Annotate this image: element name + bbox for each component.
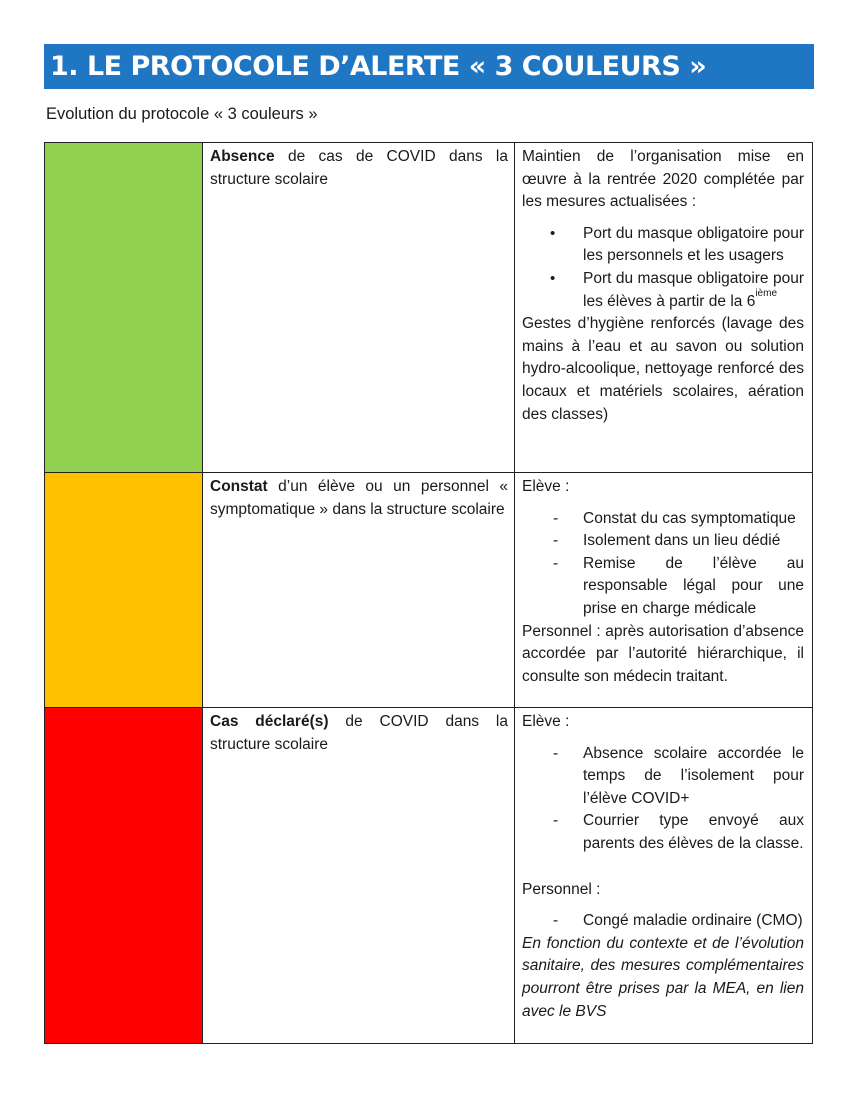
dash-icon: - [553, 912, 559, 930]
measures-outro: Gestes d’hygiène renforcés (lavage des mains à l’eau et au savon ou solution hydro-alcoolique, nettoyage renforcé des locaux et matériels scolaires, aération des classes) [522, 315, 804, 423]
eleve-list [522, 743, 804, 856]
subtitle: Evolution du protocole « 3 couleurs » [46, 105, 318, 123]
personnel-label: Personnel : [522, 880, 601, 898]
condition-keyword: Constat [210, 478, 268, 495]
condition-cell-orange [203, 473, 515, 708]
measures-cell-red [515, 708, 813, 1044]
list-item: - Isolement dans un lieu dédié [522, 530, 804, 553]
list-item: - Courrier type envoyé aux parents des élèves de la classe. [553, 812, 804, 852]
dash-icon: - [553, 509, 559, 527]
measures-intro: Maintien de l’organisation mise en œuvre à la rentrée 2020 complétée par les mesures actualisées : [522, 148, 804, 211]
eleve-list [522, 508, 804, 621]
list-item: - Absence scolaire accordée le temps de l’isolement pour l’élève COVID+ [553, 744, 804, 807]
condition-text: d’un élève ou un personnel « symptomatique » dans la structure scolaire [210, 478, 508, 518]
list-item: • Port du masque obligatoire pour les élèves à partir de la 6ième [550, 269, 804, 310]
protocol-table [44, 142, 813, 1044]
eleve-label: Elève : [522, 478, 570, 495]
table-row-red [45, 708, 813, 1044]
list-item: - Remise de l’élève au responsable légal pour une prise en charge médicale [553, 554, 804, 617]
dash-icon: - [553, 532, 559, 550]
table-row-green [45, 143, 813, 473]
condition-text: de COVID dans la structure scolaire [210, 713, 508, 753]
condition-keyword: Absence [210, 148, 275, 165]
condition-keyword: Cas déclaré(s) [210, 713, 329, 730]
list-item: • Port du masque obligatoire pour les personnels et les usagers [550, 224, 804, 265]
bullet-icon: • [550, 269, 556, 287]
measures-bullets [522, 223, 804, 313]
dash-icon: - [553, 554, 559, 572]
eleve-label: Elève : [522, 713, 570, 730]
list-item: - Congé maladie ordinaire (CMO) [522, 910, 804, 933]
condition-cell-green [203, 143, 515, 473]
complementary-note: En fonction du contexte et de l’évolution sanitaire, des mesures complémentaires pourront être prises par la MEA, en lien avec le BVS [522, 934, 804, 1020]
bullet-icon: • [550, 224, 556, 242]
color-swatch-green [45, 143, 203, 473]
condition-cell-red [203, 708, 515, 1044]
section-title: 1. LE PROTOCOLE D’ALERTE « 3 COULEURS » [44, 44, 814, 89]
color-swatch-red [45, 708, 203, 1044]
personnel-text: Personnel : après autorisation d’absence accordée par l’autorité hiérarchique, il consulte son médecin traitant. [522, 622, 804, 685]
personnel-list [522, 910, 804, 933]
measures-cell-orange [515, 473, 813, 708]
condition-text: de cas de COVID dans la structure scolaire [210, 148, 508, 188]
color-swatch-orange [45, 473, 203, 708]
ordinal-suffix: ième [755, 288, 778, 300]
table-row-orange [45, 473, 813, 708]
dash-icon: - [553, 812, 559, 830]
dash-icon: - [553, 744, 559, 762]
list-item: - Constat du cas symptomatique [522, 508, 804, 531]
measures-cell-green [515, 143, 813, 473]
